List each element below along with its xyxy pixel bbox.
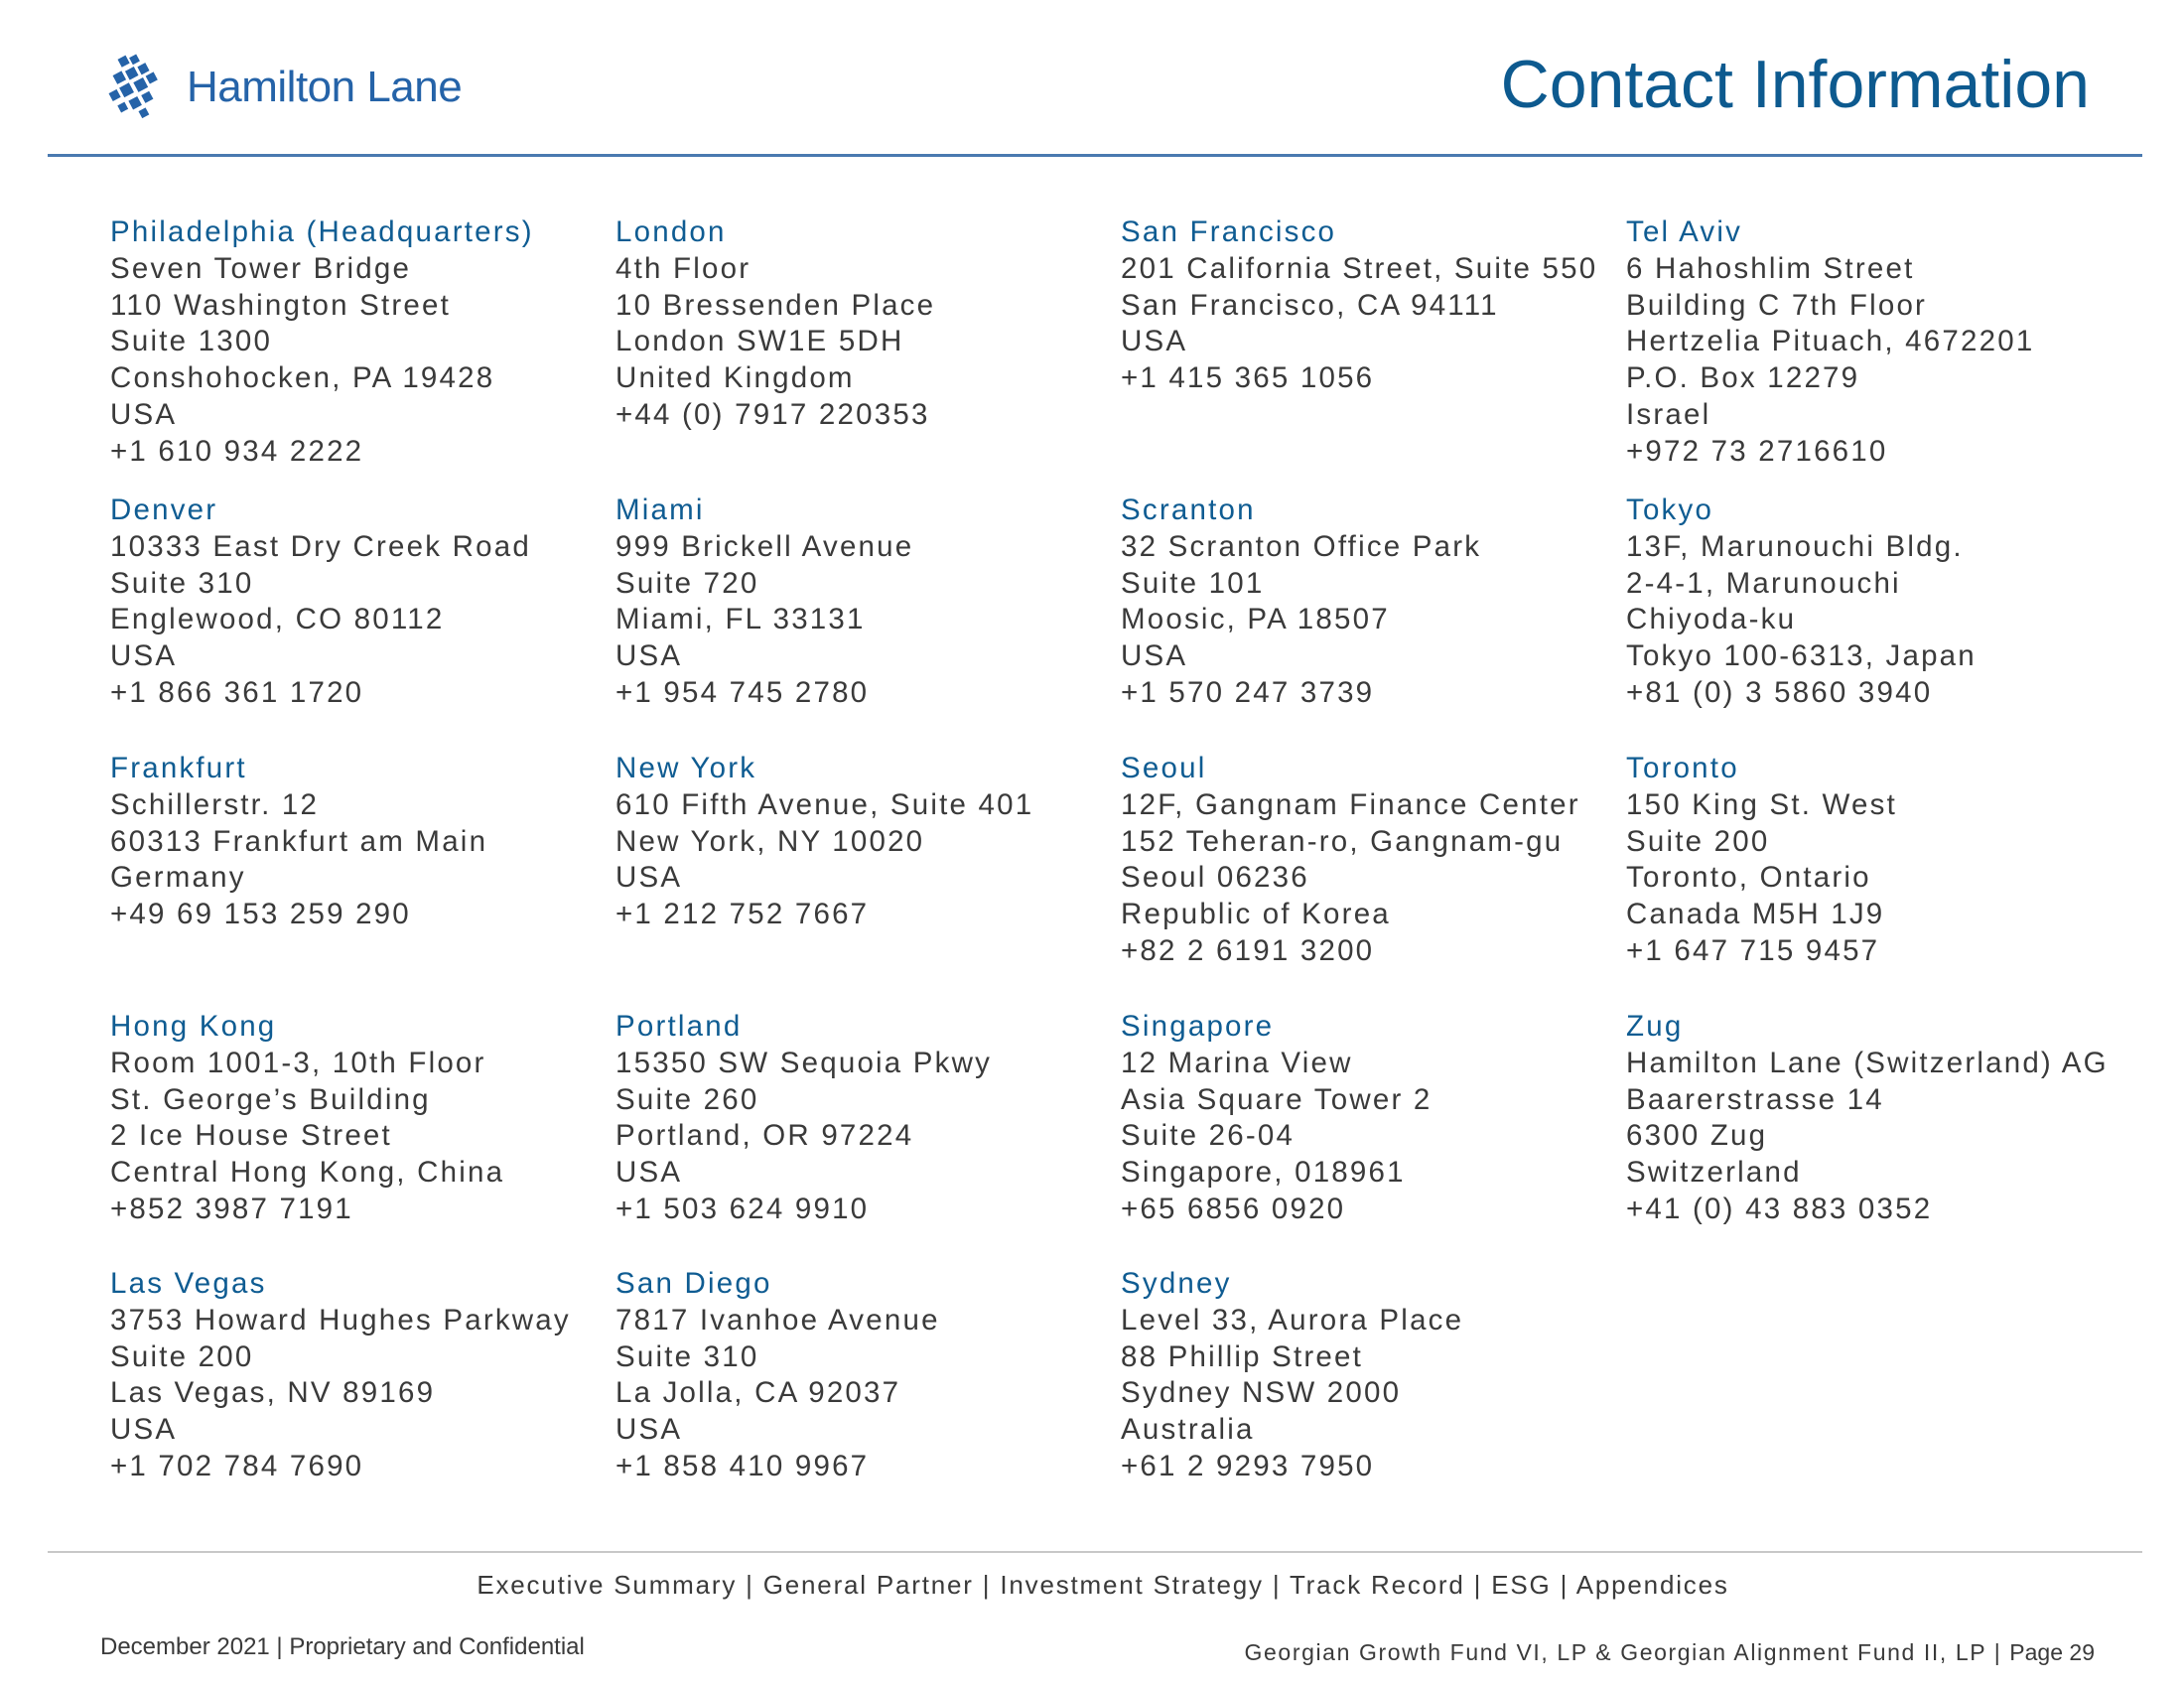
office-address-line: Central Hong Kong, China — [110, 1156, 505, 1190]
office-address-line: 150 King St. West — [1626, 787, 1897, 821]
office-address-line: London SW1E 5DH — [615, 325, 904, 358]
office-block — [1121, 492, 1617, 712]
office-address-line: USA — [615, 639, 683, 673]
office-city: Hong Kong — [110, 1010, 277, 1043]
nav-separator: | — [982, 1570, 992, 1600]
office-address-line: Level 33, Aurora Place — [1121, 1303, 1464, 1336]
office-city: Frankfurt — [110, 752, 247, 784]
footer-fund-note — [1245, 1639, 2095, 1666]
office-address-line: 6 Hahoshlim Street — [1626, 251, 1915, 285]
office-address-line: USA — [1121, 639, 1188, 673]
office-city: Scranton — [1121, 493, 1256, 526]
nav-link-track-record[interactable]: Track Record — [1289, 1570, 1465, 1600]
nav-link-executive-summary[interactable]: Executive Summary — [477, 1570, 738, 1600]
nav-separator: | — [746, 1570, 754, 1600]
office-block — [1626, 492, 2122, 712]
office-address-line: 2-4-1, Marunouchi — [1626, 566, 1901, 600]
office-address-line: USA — [1121, 325, 1188, 358]
office-city: New York — [615, 752, 757, 784]
page-number: Page 29 — [2009, 1639, 2095, 1665]
office-address-line: Hamilton Lane (Switzerland) AG — [1626, 1046, 2109, 1079]
office-city: Las Vegas — [110, 1267, 267, 1300]
office-phone: +1 415 365 1056 — [1121, 361, 1375, 395]
office-phone: +1 702 784 7690 — [110, 1449, 364, 1482]
nav-link-esg[interactable]: ESG — [1491, 1570, 1552, 1600]
office-phone: +1 503 624 9910 — [615, 1192, 870, 1225]
office-phone: +1 858 410 9967 — [615, 1449, 870, 1482]
footer-section-nav — [0, 1570, 2184, 1601]
office-block — [110, 1009, 607, 1228]
office-address-line: Tokyo 100-6313, Japan — [1626, 639, 1977, 673]
office-address-line: Chiyoda-ku — [1626, 603, 1797, 636]
office-city: Seoul — [1121, 752, 1207, 784]
nav-link-investment-strategy[interactable]: Investment Strategy — [1000, 1570, 1264, 1600]
office-address-line: Schillerstr. 12 — [110, 787, 320, 821]
office-phone: +44 (0) 7917 220353 — [615, 397, 930, 431]
office-city: Singapore — [1121, 1010, 1275, 1043]
office-block — [1626, 751, 2122, 970]
office-address-line: Israel — [1626, 397, 1711, 431]
office-block — [1626, 214, 2122, 471]
office-address-line: Switzerland — [1626, 1156, 1802, 1190]
office-address-line: Suite 310 — [615, 1339, 759, 1373]
office-block — [110, 751, 607, 933]
office-block — [1121, 751, 1617, 970]
office-phone: +1 954 745 2780 — [615, 675, 870, 709]
office-phone: +972 73 2716610 — [1626, 434, 1888, 468]
office-address-line: 152 Teheran-ro, Gangnam-gu — [1121, 824, 1564, 858]
office-address-line: USA — [110, 1413, 178, 1447]
office-address-line: Portland, OR 97224 — [615, 1119, 914, 1153]
office-block — [1121, 214, 1617, 397]
office-city: Miami — [615, 493, 705, 526]
office-address-line: Suite 200 — [1626, 824, 1770, 858]
office-phone: +41 (0) 43 883 0352 — [1626, 1192, 1933, 1225]
office-address-line: 201 California Street, Suite 550 — [1121, 251, 1598, 285]
office-address-line: 10 Bressenden Place — [615, 288, 936, 322]
office-address-line: 88 Phillip Street — [1121, 1339, 1364, 1373]
office-address-line: 2 Ice House Street — [110, 1119, 392, 1153]
nav-separator: | — [1272, 1570, 1282, 1600]
footer-fund-name: Georgian Growth Fund VI, LP & Georgian Alignment Fund II, LP | — [1244, 1639, 2010, 1665]
office-block — [615, 751, 1112, 933]
office-block — [615, 1009, 1112, 1228]
office-address-line: Englewood, CO 80112 — [110, 603, 445, 636]
office-city: Tokyo — [1626, 493, 1714, 526]
office-phone: +1 610 934 2222 — [110, 434, 364, 468]
office-address-line: Baarerstrasse 14 — [1626, 1082, 1884, 1116]
office-phone: +61 2 9293 7950 — [1121, 1449, 1375, 1482]
office-city: Toronto — [1626, 752, 1739, 784]
office-address-line: 4th Floor — [615, 251, 751, 285]
office-block — [1121, 1266, 1617, 1485]
office-address-line: Suite 101 — [1121, 566, 1265, 600]
nav-separator: | — [1473, 1570, 1483, 1600]
office-block — [615, 214, 1112, 434]
office-address-line: St. George’s Building — [110, 1082, 431, 1116]
office-address-line: United Kingdom — [615, 361, 855, 395]
office-address-line: 32 Scranton Office Park — [1121, 529, 1482, 563]
office-phone: +1 866 361 1720 — [110, 675, 364, 709]
office-block — [110, 214, 607, 471]
office-phone: +1 212 752 7667 — [615, 898, 870, 931]
office-address-line: Suite 1300 — [110, 325, 273, 358]
office-phone: +49 69 153 259 290 — [110, 898, 411, 931]
office-block — [615, 492, 1112, 712]
office-address-line: USA — [110, 397, 178, 431]
nav-separator: | — [1560, 1570, 1570, 1600]
office-block — [110, 492, 607, 712]
footer-date-note: December 2021 | Proprietary and Confidential — [100, 1633, 585, 1660]
header-divider — [48, 154, 2142, 157]
office-city: Philadelphia (Headquarters) — [110, 215, 534, 248]
office-city: Denver — [110, 493, 218, 526]
hamilton-lane-logo-icon — [99, 50, 175, 125]
office-block — [110, 1266, 607, 1485]
office-address-line: Suite 720 — [615, 566, 759, 600]
office-address-line: Asia Square Tower 2 — [1121, 1082, 1433, 1116]
office-address-line: 7817 Ivanhoe Avenue — [615, 1303, 940, 1336]
office-address-line: Building C 7th Floor — [1626, 288, 1928, 322]
office-address-line: 13F, Marunouchi Bldg. — [1626, 529, 1964, 563]
footer-divider — [48, 1551, 2142, 1553]
office-phone: +82 2 6191 3200 — [1121, 933, 1375, 967]
office-address-line: Canada M5H 1J9 — [1626, 898, 1885, 931]
office-address-line: Conshohocken, PA 19428 — [110, 361, 495, 395]
office-phone: +852 3987 7191 — [110, 1192, 353, 1225]
office-address-line: Singapore, 018961 — [1121, 1156, 1406, 1190]
office-address-line: 610 Fifth Avenue, Suite 401 — [615, 787, 1034, 821]
office-address-line: San Francisco, CA 94111 — [1121, 288, 1499, 322]
office-address-line: 15350 SW Sequoia Pkwy — [615, 1046, 993, 1079]
office-address-line: La Jolla, CA 92037 — [615, 1376, 901, 1410]
hamilton-lane-logo — [99, 48, 462, 127]
office-address-line: Suite 260 — [615, 1082, 759, 1116]
office-address-line: 10333 East Dry Creek Road — [110, 529, 531, 563]
office-address-line: Room 1001-3, 10th Floor — [110, 1046, 486, 1079]
office-address-line: 6300 Zug — [1626, 1119, 1768, 1153]
office-address-line: USA — [615, 1156, 683, 1190]
office-address-line: 12 Marina View — [1121, 1046, 1353, 1079]
office-city: Sydney — [1121, 1267, 1232, 1300]
office-address-line: Suite 200 — [110, 1339, 254, 1373]
office-address-line: Miami, FL 33131 — [615, 603, 866, 636]
office-block — [1626, 1009, 2122, 1228]
office-address-line: New York, NY 10020 — [615, 824, 925, 858]
office-address-line: USA — [615, 861, 683, 895]
office-city: San Francisco — [1121, 215, 1337, 248]
office-address-line: USA — [615, 1413, 683, 1447]
nav-link-appendices[interactable]: Appendices — [1575, 1570, 1729, 1600]
office-address-line: 110 Washington Street — [110, 288, 452, 322]
office-address-line: Toronto, Ontario — [1626, 861, 1871, 895]
office-address-line: 12F, Gangnam Finance Center — [1121, 787, 1580, 821]
office-address-line: Sydney NSW 2000 — [1121, 1376, 1402, 1410]
office-address-line: Republic of Korea — [1121, 898, 1391, 931]
office-address-line: P.O. Box 12279 — [1626, 361, 1860, 395]
office-city: Zug — [1626, 1010, 1684, 1043]
office-phone: +1 570 247 3739 — [1121, 675, 1375, 709]
office-block — [615, 1266, 1112, 1485]
office-phone: +65 6856 0920 — [1121, 1192, 1346, 1225]
office-address-line: Moosic, PA 18507 — [1121, 603, 1390, 636]
office-city: Tel Aviv — [1626, 215, 1743, 248]
office-address-line: 60313 Frankfurt am Main — [110, 824, 488, 858]
office-address-line: Germany — [110, 861, 246, 895]
office-address-line: Hertzelia Pituach, 4672201 — [1626, 325, 2035, 358]
office-phone: +81 (0) 3 5860 3940 — [1626, 675, 1933, 709]
office-city: San Diego — [615, 1267, 772, 1300]
office-address-line: 3753 Howard Hughes Parkway — [110, 1303, 571, 1336]
office-address-line: Suite 310 — [110, 566, 254, 600]
office-city: London — [615, 215, 727, 248]
office-address-line: Australia — [1121, 1413, 1255, 1447]
office-address-line: Suite 26-04 — [1121, 1119, 1296, 1153]
office-address-line: USA — [110, 639, 178, 673]
nav-link-general-partner[interactable]: General Partner — [762, 1570, 974, 1600]
office-address-line: Seven Tower Bridge — [110, 251, 412, 285]
office-city: Portland — [615, 1010, 743, 1043]
office-address-line: Las Vegas, NV 89169 — [110, 1376, 436, 1410]
logo-wordmark: Hamilton Lane — [187, 63, 463, 111]
office-address-line: Seoul 06236 — [1121, 861, 1309, 895]
office-address-line: 999 Brickell Avenue — [615, 529, 914, 563]
office-block — [1121, 1009, 1617, 1228]
office-phone: +1 647 715 9457 — [1626, 933, 1880, 967]
page-title: Contact Information — [1500, 47, 2090, 122]
